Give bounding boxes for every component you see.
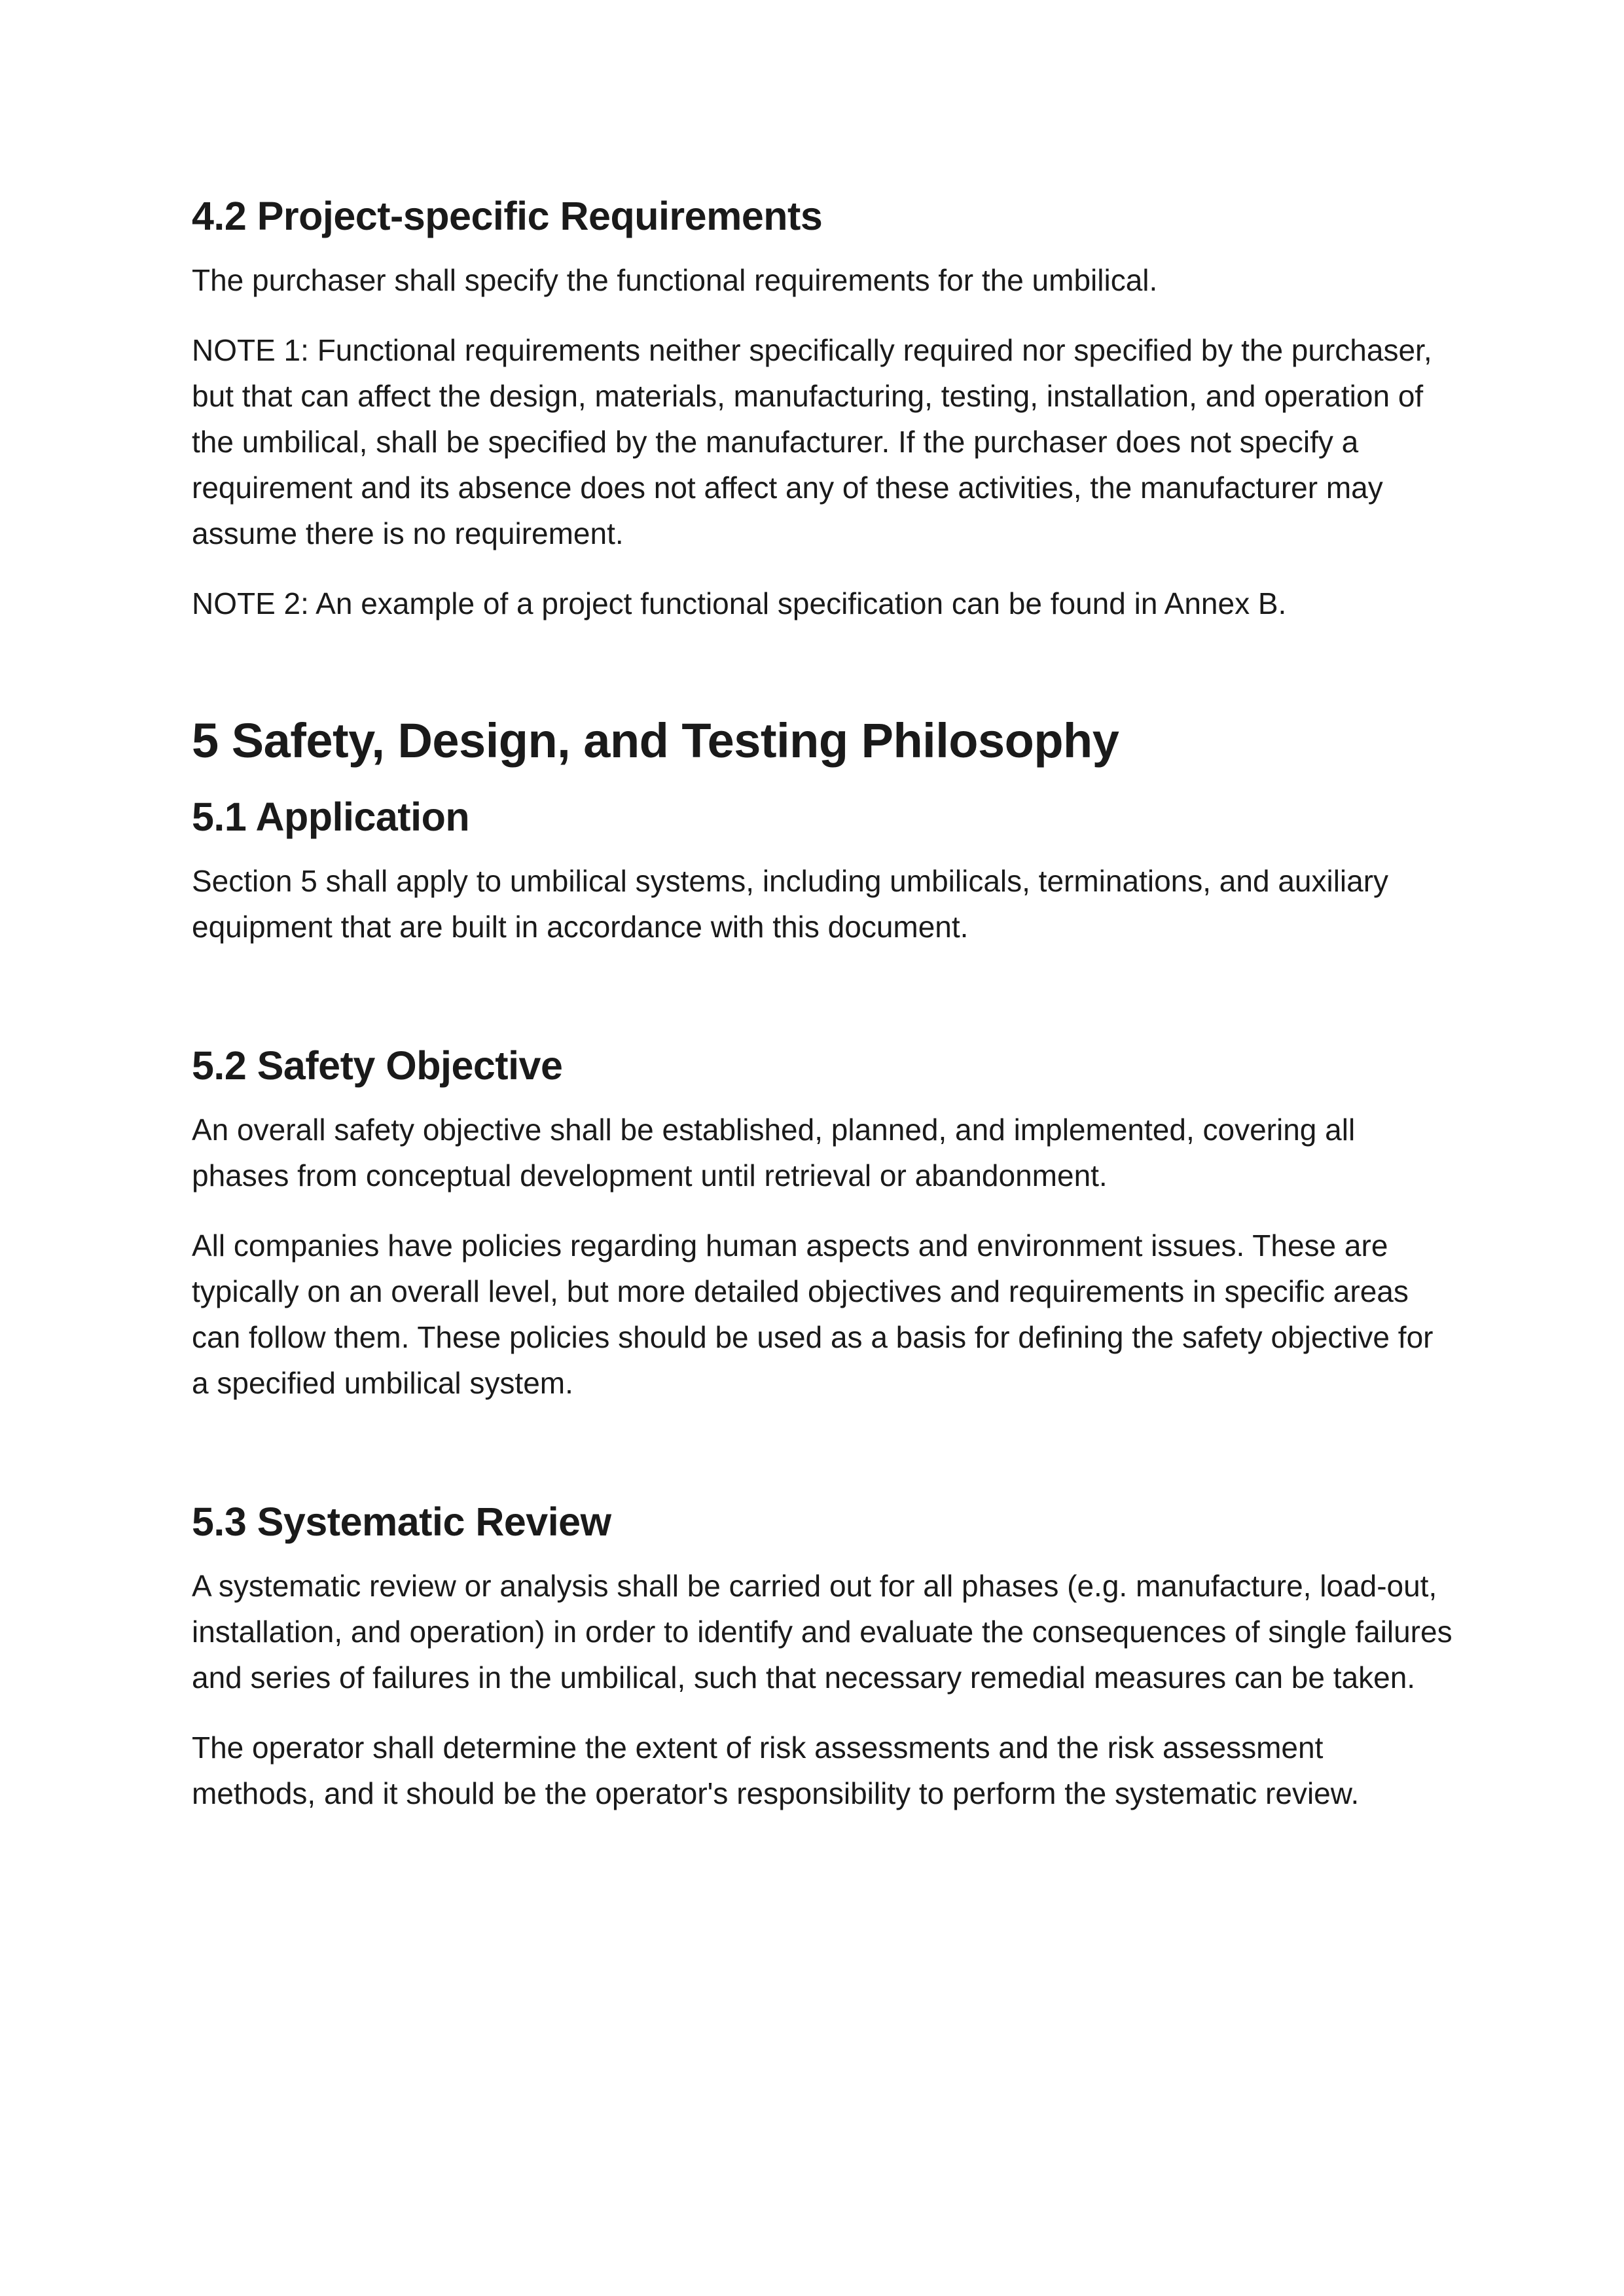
paragraph-systematic-review-2: The operator shall determine the extent of risk assessments and the risk assessment methods, and it should be the operator's responsibility to perform the systematic review. <box>192 1731 1360 1810</box>
section-heading-5-1: 5.1 Application <box>192 795 470 839</box>
paragraph-purchaser-requirements: The purchaser shall specify the functional requirements for the umbilical. <box>192 263 1158 297</box>
chapter-heading-5: 5 Safety, Design, and Testing Philosophy <box>192 713 1119 768</box>
paragraph-note-2: NOTE 2: An example of a project functional specification can be found in Annex B. <box>192 586 1287 620</box>
paragraph-application: Section 5 shall apply to umbilical systems, including umbilicals, terminations, and auxiliary equipment that are built in accordance with this document. <box>192 864 1389 944</box>
section-heading-4-2: 4.2 Project-specific Requirements <box>192 194 823 238</box>
paragraph-safety-objective-2: All companies have policies regarding human aspects and environment issues. These are typically on an overall level, but more detailed objectives and requirements in specific areas can follow them. These policies should be used as a basis for defining the safety objective for a specified umbilical system. <box>192 1229 1434 1400</box>
section-heading-5-2: 5.2 Safety Objective <box>192 1043 563 1088</box>
paragraph-note-1: NOTE 1: Functional requirements neither specifically required nor specified by the purchaser, but that can affect the design, materials, manufacturing, testing, installation, and operation of the umbilical, shall be specified by the manufacturer. If the purchaser does not specify a requirement and its absence does not affect any of these activities, the manufacturer may assume there is no requirement. <box>192 333 1432 550</box>
paragraph-systematic-review-1: A systematic review or analysis shall be carried out for all phases (e.g. manufacture, load-out, installation, and operation) in order to identify and evaluate the consequences of single failures and series of failures in the umbilical, such that necessary remedial measures can be taken. <box>192 1569 1453 1695</box>
paragraph-safety-objective-1: An overall safety objective shall be established, planned, and implemented, covering all phases from conceptual development until retrieval or abandonment. <box>192 1113 1356 1193</box>
section-heading-5-3: 5.3 Systematic Review <box>192 1499 611 1544</box>
